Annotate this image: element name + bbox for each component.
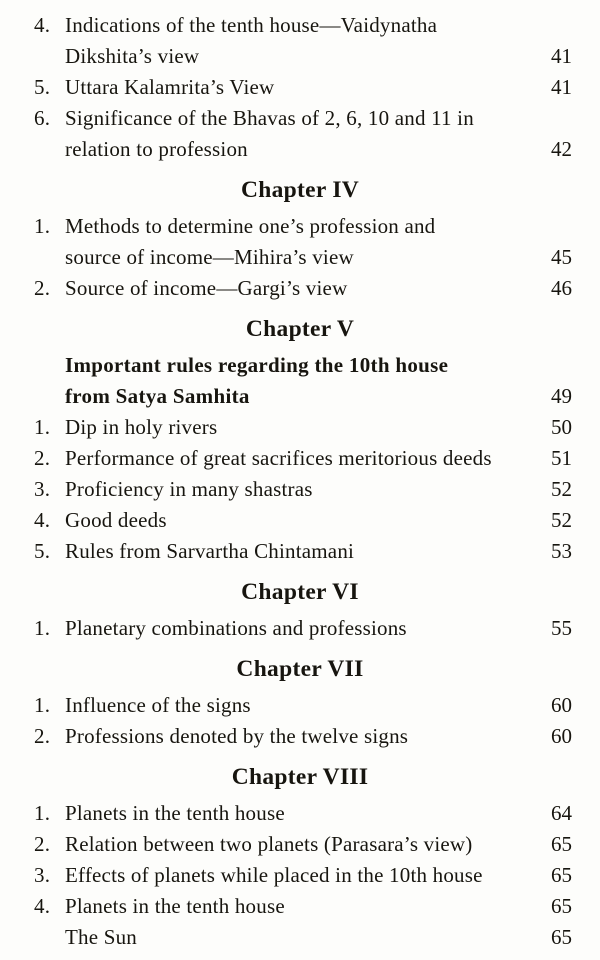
- entry-title-line: Indications of the tenth house—Vaidynatha: [65, 13, 438, 37]
- toc-entry: [34, 505, 572, 536]
- entry-number: 2.: [34, 724, 51, 748]
- entry-title: [65, 891, 524, 922]
- entry-title: [65, 505, 524, 536]
- entry-page-number: 60: [551, 693, 572, 717]
- entry-title: [65, 412, 524, 443]
- chapter-heading: Chapter V: [245, 316, 355, 342]
- entry-number: 4.: [34, 508, 51, 532]
- entry-page-number: 45: [551, 245, 572, 269]
- toc-entry: [34, 474, 572, 505]
- entry-title-line: Relation between two planets (Parasara’s view): [65, 832, 473, 856]
- toc-entry: [34, 10, 572, 72]
- toc-entry: [34, 721, 572, 752]
- entry-number: 1.: [34, 415, 51, 439]
- entry-title-line: The Sun: [65, 925, 137, 949]
- entry-page-number: 51: [551, 446, 572, 470]
- entry-title-line: Professions denoted by the twelve signs: [65, 724, 409, 748]
- entry-title: [65, 474, 524, 505]
- entry-title-line: Proficiency in many shastras: [65, 477, 313, 501]
- toc-entry: [34, 613, 572, 644]
- entry-title: [65, 72, 524, 103]
- entry-number: 1.: [34, 616, 51, 640]
- entry-number: 2.: [34, 446, 51, 470]
- entry-title-line: Dip in holy rivers: [65, 415, 218, 439]
- entry-title-line: Planets in the tenth house: [65, 801, 285, 825]
- entry-number: 3.: [34, 477, 51, 501]
- entry-number: 1.: [34, 801, 51, 825]
- entry-page-number: 53: [551, 539, 572, 563]
- entry-number: 2.: [34, 276, 51, 300]
- entry-page-number: 65: [551, 894, 572, 918]
- entry-page-number: 65: [551, 863, 572, 887]
- entry-page-number: 41: [551, 75, 572, 99]
- entry-page-number: 65: [551, 832, 572, 856]
- toc-list: [34, 10, 572, 953]
- toc-entry: [34, 922, 572, 953]
- entry-title: [65, 721, 524, 752]
- entry-title: [65, 613, 524, 644]
- toc-entry: [34, 273, 572, 304]
- entry-title-line: Important rules regarding the 10th house: [65, 353, 449, 377]
- entry-title-line: Planets in the tenth house: [65, 894, 285, 918]
- entry-title: [65, 922, 524, 953]
- chapter-heading: Chapter VII: [236, 656, 364, 682]
- entry-number: 2.: [34, 832, 51, 856]
- entry-title-line: Uttara Kalamrita’s View: [65, 75, 275, 99]
- entry-page-number: 42: [551, 137, 572, 161]
- toc-entry: [34, 829, 572, 860]
- entry-number: 4.: [34, 894, 51, 918]
- entry-title: [65, 860, 524, 891]
- entry-title-line: from Satya Samhita: [65, 384, 250, 408]
- entry-page-number: 64: [551, 801, 572, 825]
- entry-title: [65, 211, 524, 273]
- entry-number: 5.: [34, 539, 51, 563]
- entry-page-number: 60: [551, 724, 572, 748]
- entry-page-number: 49: [551, 384, 572, 408]
- toc-entry: [34, 536, 572, 567]
- entry-title-line: source of income—Mihira’s view: [65, 245, 354, 269]
- entry-page-number: 46: [551, 276, 572, 300]
- entry-number: 1.: [34, 214, 51, 238]
- toc-entry: [34, 103, 572, 165]
- entry-page-number: 52: [551, 477, 572, 501]
- entry-title: [65, 690, 524, 721]
- entry-title: [65, 273, 524, 304]
- entry-title: [65, 350, 524, 412]
- entry-title: [65, 536, 524, 567]
- entry-title: [65, 10, 524, 72]
- entry-title-line: Rules from Sarvartha Chintamani: [65, 539, 355, 563]
- entry-title-line: relation to profession: [65, 137, 248, 161]
- entry-title-line: Influence of the signs: [65, 693, 251, 717]
- entry-title-line: Effects of planets while placed in the 10th house: [65, 863, 483, 887]
- toc-entry: [34, 860, 572, 891]
- entry-title-line: Good deeds: [65, 508, 167, 532]
- entry-page-number: 55: [551, 616, 572, 640]
- entry-number: 3.: [34, 863, 51, 887]
- entry-title: [65, 829, 524, 860]
- entry-page-number: 50: [551, 415, 572, 439]
- toc-entry: [34, 211, 572, 273]
- entry-number: 6.: [34, 106, 51, 130]
- entry-title-line: Source of income—Gargi’s view: [65, 276, 348, 300]
- toc-entry: [34, 798, 572, 829]
- chapter-heading: Chapter IV: [240, 177, 360, 203]
- entry-page-number: 65: [551, 925, 572, 949]
- entry-number: 1.: [34, 693, 51, 717]
- chapter-heading: Chapter VI: [241, 579, 359, 605]
- toc-entry: [34, 891, 572, 922]
- toc-entry: [34, 690, 572, 721]
- toc-entry: [34, 412, 572, 443]
- entry-page-number: 52: [551, 508, 572, 532]
- chapter-heading: Chapter VIII: [231, 764, 369, 790]
- toc-entry: [34, 350, 572, 412]
- toc-entry: [34, 72, 572, 103]
- entry-title-line: Planetary combinations and professions: [65, 616, 407, 640]
- entry-title: [65, 798, 524, 829]
- toc-entry: [34, 443, 572, 474]
- entry-title-line: Dikshita’s view: [65, 44, 200, 68]
- entry-number: 5.: [34, 75, 51, 99]
- entry-title-line: Significance of the Bhavas of 2, 6, 10 and 11 in: [65, 106, 474, 130]
- entry-title-line: Performance of great sacrifices meritorious deeds: [65, 446, 492, 470]
- entry-title-line: Methods to determine one’s profession and: [65, 214, 436, 238]
- entry-page-number: 41: [551, 44, 572, 68]
- entry-title: [65, 443, 524, 474]
- entry-title: [65, 103, 524, 165]
- entry-number: 4.: [34, 13, 51, 37]
